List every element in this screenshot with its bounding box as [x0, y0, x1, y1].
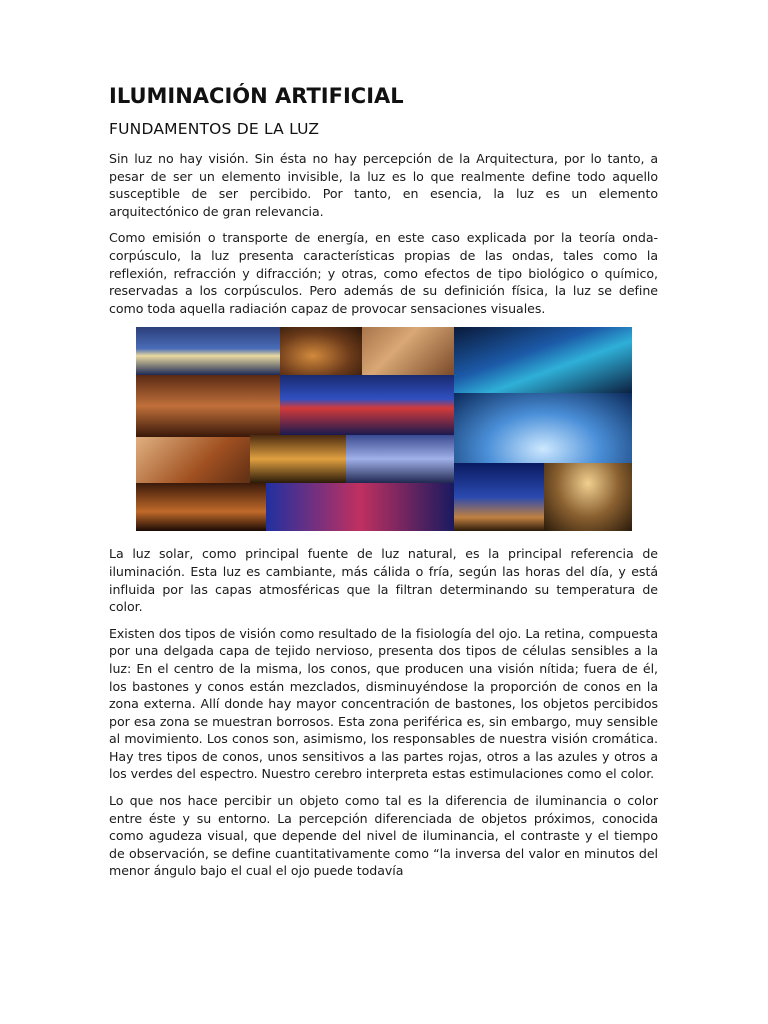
collage-tile-stage — [266, 483, 454, 531]
collage-tile-arches — [346, 435, 454, 483]
paragraph-3: La luz solar, como principal fuente de luz natural, es la principal referencia de iluminación. Esta luz es cambiante, más cálida o fría, según las horas del día, y está influida por las capas atmosféricas que la filtran determinando su temperatura de color. — [109, 546, 658, 615]
collage-tile-facade — [136, 327, 280, 375]
collage-tile-lounge — [136, 483, 266, 531]
collage-tile-vault — [280, 327, 362, 375]
collage-tile-auditorium — [544, 463, 632, 531]
paragraph-4: Existen dos tipos de visión como resultado de la fisiología del ojo. La retina, compuesta por una delgada capa de tejido nervioso, presenta dos tipos de células sensibles a la luz: En el centro de la misma, los conos, que producen una visión nítida; fuera de él, los bastones y conos están mezclados, disminuyéndose la proporción de conos en la zona externa. Allí donde hay mayor concentración de bastones, los objetos percibidos por esa zona se muestran borrosos. Esta zona periférica es, sin embargo, muy sensible al movimiento. Los conos son, asimismo, los responsables de nuestra visión cromática. Hay tres tipos de conos, unos sensitivos a las partes rojas, otros a las azules y otros a los verdes del espectro. Nuestro cerebro interpreta estas estimulaciones como el color. — [109, 625, 658, 782]
paragraph-5: Lo que nos hace percibir un objeto como tal es la diferencia de iluminancia o color entre éste y su entorno. La percepción diferenciada de objetos próximos, conocida como agudeza visual, que depende del nivel de iluminancia, el contraste y el tiempo de observación, se define cuantitativamente como “la inversa del valor en minutos del menor ángulo bajo el cual el ojo puede todavía — [109, 793, 658, 879]
image-container — [109, 327, 658, 531]
section-heading: FUNDAMENTOS DE LA LUZ — [109, 120, 320, 138]
paragraph-2: Como emisión o transporte de energía, en este caso explicada por la teoría onda-corpúsculo, la luz presenta características propias de las ondas, tales como la reflexión, refracción y difracción; y otras, como efectos de tipo biológico o químico, reservadas a los corpúsculos. Pero además de su definición física, la luz se define como toda aquella radiación capaz de provocar sensaciones visuales. — [109, 230, 658, 316]
paragraph-1: Sin luz no hay visión. Sin ésta no hay percepción de la Arquitectura, por lo tanto, a pesar de ser un elemento invisible, la luz es lo que realmente define todo aquello susceptible de ser percibido. Por tanto, en esencia, la luz es un elemento arquitectónico de gran relevancia. — [109, 151, 658, 219]
collage-tile-blue-building — [454, 327, 632, 393]
document-page — [109, 84, 658, 889]
collage-tile-canopy — [280, 375, 454, 435]
collage-tile-gothic-hall — [136, 375, 280, 437]
collage-tile-stone-wall — [362, 327, 454, 375]
collage-tile-tower — [454, 463, 544, 531]
architecture-lighting-collage — [136, 327, 632, 531]
page-title: ILUMINACIÓN ARTIFICIAL — [109, 84, 404, 108]
collage-tile-structure — [250, 435, 346, 483]
collage-tile-dome — [454, 393, 632, 463]
